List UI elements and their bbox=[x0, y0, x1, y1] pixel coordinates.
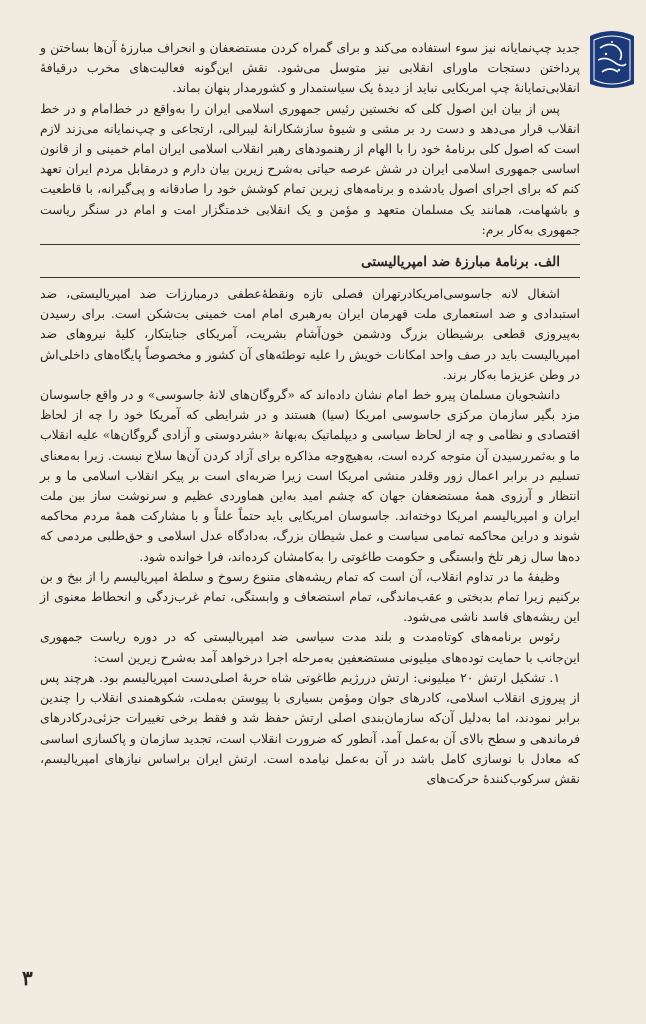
body-text bbox=[40, 38, 580, 789]
paragraph: جدید چپ‌نمایانه نیز سوء استفاده می‌کند و برای گمراه کردن مستضعفان و انحراف مبارزهٔ آن‌ها بساختن و پرداختن دستجات ماورای انقلابی نیز متوسل می‌شود. نقش این‌گونه فعالیت‌های مخرب درقیافهٔ انقلابی‌نمایانهٔ چپ امریکایی نباید از دیدهٔ یک سیاستمدار و کشورمدار پنهان بماند. bbox=[40, 40, 580, 96]
section-divider bbox=[40, 277, 580, 278]
paragraph: وظیفهٔ ما در تداوم انقلاب، آن است که تمام ریشه‌های متنوع رسوخ و سلطهٔ امپریالیسم را از بیخ و بن برکنیم زیرا تمام بدبختی و عقب‌ماندگی، تمام استضعاف و وابستگی، تمام غرب‌زدگی و انحطاط معنوی از این ریشه‌های فاسد ناشی می‌شود. bbox=[40, 568, 580, 625]
page-number: ۳ bbox=[22, 966, 33, 990]
paragraph: ۱. تشکیل ارتش ۲۰ میلیونی: ارتش دررژیم طاغوتی شاه حربهٔ اصلی‌دست امپریالیسم بود. هرچند پس از پیروزی انقلاب اسلامی، کادرهای جوان ومؤمن بسیاری با پیوستن به‌ملت، شکوهمندی انقلاب را چندین برابر نمودند، اما به‌دلیل آن‌که سازمان‌بندی اصلی ارتش حفظ شد و فقط برخی تغییرات جزئی‌درکادرهای فرماندهی و سطح بالای آن به‌عمل آمد، آنطور که ضرورت انقلاب است، تجدید سازمان و پاکسازی اساسی که معادل با نوسازی کامل باشد در آن به‌عمل نیامده است. ارتش ایران براساس نیازهای امپریالیسم، نقش سرکوب‌کنندهٔ حرکت‌های bbox=[40, 669, 580, 786]
paragraph: رئوس برنامه‌های کوتاه‌مدت و بلند مدت سیاسی ضد امپریالیستی که در دوره ریاست جمهوری این‌جانب با حمایت توده‌های میلیونی مستضعفین به‌مرحله اجرا درخواهد آمد به‌شرح زیرین است: bbox=[40, 629, 580, 665]
section-heading: الف. برنامهٔ مبارزهٔ ضد امپریالیستی bbox=[361, 254, 560, 271]
hashemi-rafsanjani-logo-icon bbox=[586, 30, 638, 90]
paragraph: پس از بیان این اصول کلی که نخستین رئیس جمهوری اسلامی ایران را به‌واقع در خط‌امام و در خط انقلاب قرار می‌دهد و دست رد بر مشی و شیوهٔ سازشکارانهٔ لیبرالی، ارتجاعی و چپ‌نمایانه می‌زند لازم است که اصول کلی برنامهٔ خود را با الهام از رهنمودهای رهبر انقلاب اسلامی ایران امام خمینی و از قانون اساسی جمهوری اسلامی ایران در شش عرصه حیاتی به‌شرح زیرین بیان دارم و درمقابل مردم ایران تعهد کنم که برای اجرای اصول یادشده و برنامه‌های زیرین تمام کوشش خود را صادقانه و پی‌گیرانه، با قاطعیت و باشهامت، همانند یک مسلمان متعهد و مؤمن و یک انقلابی خدمتگزار امت و امام در سنگر ریاست جمهوری به‌کار برم: bbox=[40, 100, 580, 237]
paragraph: اشغال لانه جاسوسی‌امریکادرتهران فصلی تازه ونقطهٔ‌عطفی درمبارزات ضد امپریالیستی، ضد استبدادی و ضد استعماری ملت قهرمان ایران به‌رهبری امام امت خمینی بت‌شکن است. برای رسیدن به‌پیروزی قطعی برشیطان بزرگ ودشمن خون‌آشام بشریت، آمریکای جنایتکار، کلیهٔ نیروهای ضد امپریالیست باید در صف واحد امکانات خویش را علیه توطئه‌های آن کشور و مخصوصاً پایگاه‌های داخلی‌اش در وطن عزیزما به‌کار برند. bbox=[40, 286, 580, 382]
section-divider bbox=[40, 244, 580, 245]
paragraph: دانشجویان مسلمان پیرو خط امام نشان داده‌اند که «گروگان‌های لانهٔ جاسوسی» و در واقع جاسوسان مزد بگیر سازمان مرکزی جاسوسی امریکا (سیا) هستند و در شرایطی که آمریکا خود را چه از لحاظ اقتصادی و نظامی و چه از لحاظ سیاسی و دیپلماتیک به‌بهانهٔ «بشردوستی و آزادی گروگان‌ها» علیه انقلاب ما و به‌ثمررسیدن آن متوجه کرده است، به‌هیچ‌وجه مذاکره برای آزاد کردن آن‌ها سلاح نیست. زیرا به‌معنای تسلیم در برابر اعمال زور وقلدر منشی امریکا است زیرا ضربه‌ای است بر پیکر انقلاب اسلامی ما و بر انتظار و آرزوی همهٔ مستضعفان جهان که چشم امید به‌این هماوردی عظیم و سرنوشت ساز بین ملت ایران و امپریالیسم امریکا دوخته‌اند. جاسوسان امریکایی باید حتماً علناً و با مشارکت همهٔ مردم محاکمه شوند و دراین محاکمه تمامی سیاست و عمل شیطان بزرگ، به‌دادگاه عدل اسلامی و حق‌طلبی مردمی که ده‌ها سال زهر تلخ وابستگی و حکومت طاغوتی را به‌کامشان کرده‌اند، فرا خوانده شود. bbox=[40, 387, 580, 564]
